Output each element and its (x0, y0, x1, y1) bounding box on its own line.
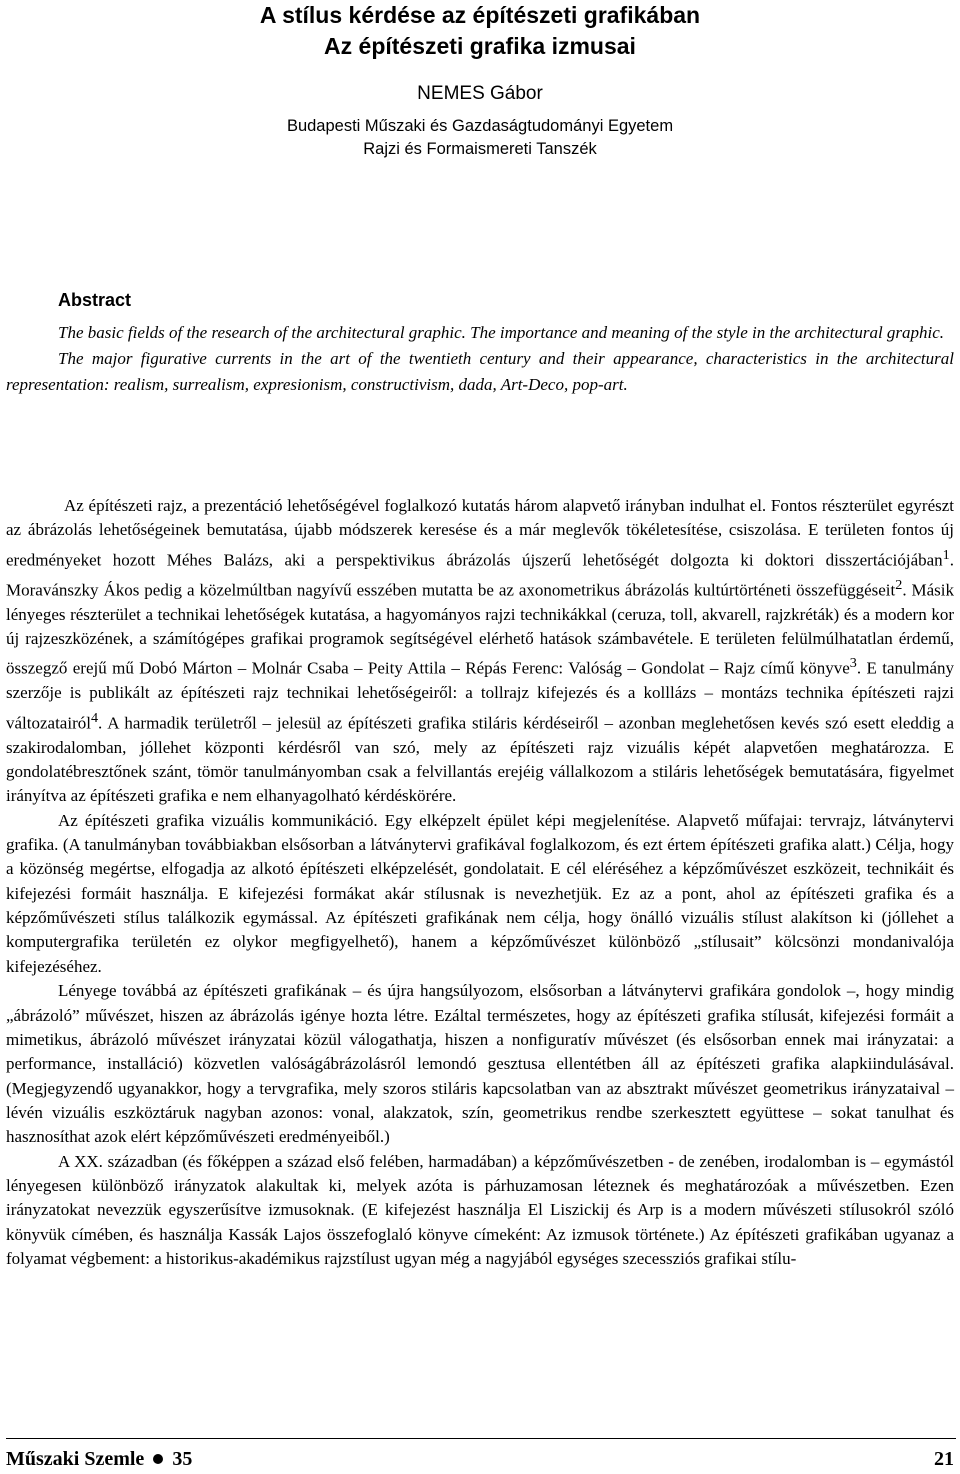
abstract-paragraph-1: The basic fields of the research of the architectural graphic. The importance and meaning of the style in the architectural graphic. (58, 323, 945, 342)
abstract-heading: Abstract (58, 290, 132, 310)
footnote-ref-3: 3 (849, 655, 857, 672)
author-name: NEMES Gábor (417, 83, 543, 104)
body-p1-text-e: . A harmadik területről – jelesül az építészeti grafika stiláris kérdéseiről – azonban meglehetősen kevés szó esett eleddig a szakirodalomban, jóllehet központi kérdésről van szó, mely az építészeti rajz vizuális képét alapvetően meghatározza. E gondolatébresztőnek szánt, tömör tanulmányomban csak a felvillantás erejéig vállalkozom a stiláris lehetőségek bemutatására, figyelmet irányítva az építészeti grafika e nem elhanyagolható kérdéskörére. (6, 713, 954, 806)
footer-rule (6, 1438, 956, 1439)
bullet-icon (153, 1454, 163, 1464)
body-paragraph-4: A XX. században (és főképpen a század első felében, harmadában) a képzőművészetben - de zenében, irodalomban is – egymástól lényegesen különböző irányzatok alakultak ki, melyek azóta is párhuzamosan léteznek és meghatározóak a művészetben. Ezen irányzatokat nevezzük egyszerűsítve izmusoknak. (E kifejezést használja El Liszickij és Arp is a modern művészeti stílusokról szóló könyvük címében, és használja Kassák Lajos összefoglaló könyve címeként: Az izmusok története.) Az építészeti grafikában ugyanaz a folyamat végbement: a historikus-akadémikus rajzstílust ugyan még a nagyjából egységes szecessziós grafikai stílu- (6, 1151, 954, 1268)
body-paragraph-3: Lényege továbbá az építészeti grafikának – és újra hangsúlyozom, elsősorban a látványtervi grafikára gondolok –, hogy mindig „ábrázoló” művészet, hiszen az ábrázolás igénye hozta létre. Ezáltal természetes, hogy az építészeti grafika stílusát, kifejezési formáit a mimetikus, ábrázoló művészet irányzatai közül válogathatja, hiszen a nonfiguratív művészet (és elsősorban ennek mai irányzatai: a performance, installáció) közvetlen valóságábrázolásról lemondó gesztusa ellentétben áll az építészeti grafika alapkiindulásával. (Megjegyzendő ugyanakkor, hogy a tervgrafika, mely szoros stiláris kapcsolatban van az absztrakt művészet geometrikus irányzataival – lévén vizuális eszköztáruk nagyban azonos: vonal, alakzatok, szín, geometrikus rendbe szerkesztett együttese – sokat tanulhat és hasznosíthat azok elért képzőművészeti eredményeiből.) (6, 981, 954, 1147)
issue-number: 35 (172, 1448, 193, 1470)
body-p1-text-a: Az építészeti rajz, a prezentáció lehetőségével foglalkozó kutatás három alapvető irányban indulhat el. Fontos részterület egyrészt az ábrázolás lehetőségeinek bemutatása, újabb módszerek keresése és a már meglevők tökéletesítése, csiszolása. E területen fontos új eredményeket hozott Méhes Balázs, aki a perspektivikus ábrázolás újszerű lehetőségét dolgozta ki doktori disszertációjában (6, 496, 954, 570)
affiliation-line-2: Rajzi és Formaismereti Tanszék (363, 140, 597, 158)
abstract-paragraph-2: The major figurative currents in the art of the twentieth century and their appearance, characteristics in the architectural representation: realism, surrealism, expresionism, constructivism, dada, Art-Deco, pop-art. (6, 349, 954, 394)
title-line-1: A stílus kérdése az építészeti grafikában (259, 2, 701, 28)
abstract-body (6, 320, 954, 398)
page-number: 21 (934, 1448, 954, 1470)
affiliation-line-1: Budapesti Műszaki és Gazdaságtudományi Egyetem (286, 117, 674, 135)
footnote-ref-2: 2 (895, 576, 903, 593)
title-line-2: Az építészeti grafika izmusai (324, 33, 636, 59)
footnote-ref-4: 4 (90, 709, 99, 726)
main-body (6, 494, 954, 1271)
body-p1-text-d: . E tanulmány szerzője is publikált az építészeti rajz technikai lehetőségeiről: a tollrajz kifejezés és a kolllázs – montázs technika építészeti rajzi változatairól (6, 659, 954, 733)
body-p1-text-c: . Másik lényeges részterület a technikai lehetőségek kutatása, a hagyományos rajzi technikákkal (ceruza, toll, akvarell, rajzkréták) és a modern kor új rajzeszközének, a számítógépes grafikai programok segítségével elérhető hatások számbavétele. E területen felülmúlhatatlan érdemű, összegző erejű mű Dobó Márton – Molnár Csaba – Peity Attila – Répás Ferenc: Valóság – Gondolat – Rajz című könyve (6, 580, 954, 679)
footnote-ref-1: 1 (942, 546, 950, 563)
footer-journal (6, 1447, 192, 1471)
body-paragraph-1 (6, 494, 954, 809)
body-p1-text-b: . Moravánszky Ákos pedig a közelmúltban nagyívű esszében mutatta be az axonometrikus ábrázolás kultúrtörténeti összefüggéseit (6, 550, 954, 600)
body-paragraph-2: Az építészeti grafika vizuális kommunikáció. Egy elképzelt épület képi megjelenítése. Alapvető műfajai: tervrajz, látványtervi grafika. (A tanulmányban továbbiakban elsősorban a látványtervi grafikával foglalkozom, és ezt értem építészeti grafika alatt.) Célja, hogy a közönség megértse, elfogadja az alkotó építészeti elképzelését, gondolatait. E cél eléréséhez a képzőművészet eszközeit, technikáit és kifejezési formáit használja. E kifejezési formákat akár stílusnak is nevezhetjük. Ez az a pont, ahol az építészeti grafika és a képzőművészeti stílus találkozik egymással. Az építészeti grafikának nem célja, hogy önálló vizuális stílust alakítson ki (jóllehet a komputergrafika területén ez olykor megfigyelhető), hanem a képzőművészet különböző „stílusait” kölcsönzi mondanivalója kifejezéséhez. (6, 810, 954, 976)
journal-name: Műszaki Szemle (6, 1448, 145, 1470)
